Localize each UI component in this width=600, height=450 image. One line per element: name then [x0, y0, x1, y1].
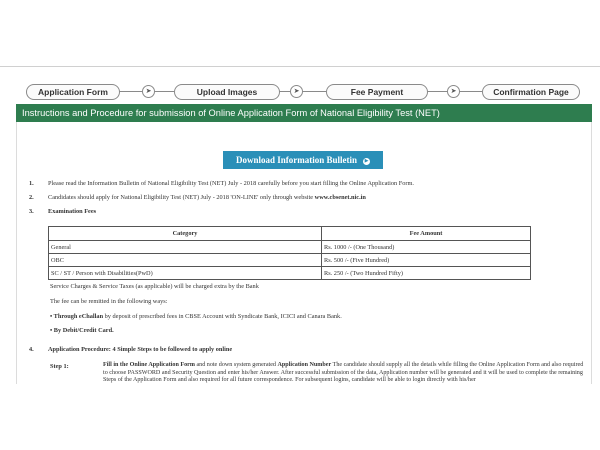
column-header: Fee Amount [322, 227, 531, 241]
page-bottom-blank [0, 384, 600, 450]
table-cell: Rs. 250 /- (Two Hundred Fifty) [322, 267, 531, 280]
step1-label: Step 1: [50, 363, 69, 370]
section-heading-procedure: Application Procedure: 4 Simple Steps to be followed to apply online [48, 346, 233, 353]
instruction-text [48, 194, 366, 201]
website-link[interactable]: www.cbsenet.nic.in [314, 194, 366, 201]
fee-table [48, 226, 531, 280]
step-upload-images[interactable]: Upload Images [174, 84, 280, 100]
step-confirmation-page[interactable]: Confirmation Page [482, 84, 580, 100]
arrow-circle-icon: ▶ [364, 158, 369, 164]
echallan-label: • Through eChallan [50, 313, 104, 320]
table-row [49, 267, 531, 280]
table-cell: Rs. 1000 /- (One Thousand) [322, 241, 531, 254]
arrow-right-icon: ➤ [447, 85, 460, 98]
arrow-right-icon: ➤ [142, 85, 155, 98]
table-row [49, 241, 531, 254]
remit-note: The fee can be remitted in the following ways: [50, 298, 168, 305]
instruction-number: 1. [29, 180, 34, 187]
top-divider [0, 66, 600, 67]
table-cell: OBC [49, 254, 322, 267]
instruction-number: 4. [29, 346, 34, 353]
step-fee-payment[interactable]: Fee Payment [326, 84, 428, 100]
instruction-number: 2. [29, 194, 34, 201]
arrow-right-icon: ➤ [290, 85, 303, 98]
step1-description [103, 362, 587, 385]
step1-bold: Fill in the Online Application Form [103, 362, 195, 368]
step1-text: and note down system generated [194, 362, 278, 368]
table-header-row [49, 227, 531, 241]
table-cell: General [49, 241, 322, 254]
table-cell: Rs. 500 /- (Five Hundred) [322, 254, 531, 267]
instruction-text: Please read the Information Bulletin of National Eligibility Test (NET) July - 2018 carefully before you start filling the Online Application Form. [48, 180, 414, 187]
download-bulletin-label: Download Information Bulletin [235, 155, 358, 165]
instruction-number: 3. [29, 208, 34, 215]
page-title: Instructions and Procedure for submission of Online Application Form of National Eligibility Test (NET) [16, 104, 592, 122]
step1-text: The candidate should supply all the details while filling the Online Application Form and also required to choose PASSWORD and Security Question and enter his/her Answer. After successful submission of the data, Application number will be generated and it will be used to complete the remaining Steps of the Application Form and also required for all future correspondence. For subsequent logins, candidate will be able to login directly with his/her [103, 362, 584, 384]
step1-bold: Application Number [277, 362, 332, 368]
card-option: • By Debit/Credit Card. [50, 327, 114, 334]
table-row [49, 254, 531, 267]
column-header: Category [49, 227, 322, 241]
section-heading-fees: Examination Fees [48, 208, 97, 215]
instruction-text-part: Candidates should apply for National Eligibility Test (NET) July - 2018 'ON-LINE' only through website [48, 194, 315, 201]
download-bulletin-button[interactable] [223, 151, 383, 169]
application-steps [24, 84, 580, 100]
step-application-form[interactable]: Application Form [26, 84, 120, 100]
echallan-text: by deposit of prescribed fees in CBSE Account with Syndicate Bank, ICICI and Canara Bank. [103, 313, 342, 320]
service-charges-note: Service Charges & Service Taxes (as applicable) will be charged extra by the Bank [50, 283, 259, 290]
table-cell: SC / ST / Person with Disabilities(PwD) [49, 267, 322, 280]
echallan-option [50, 313, 342, 320]
